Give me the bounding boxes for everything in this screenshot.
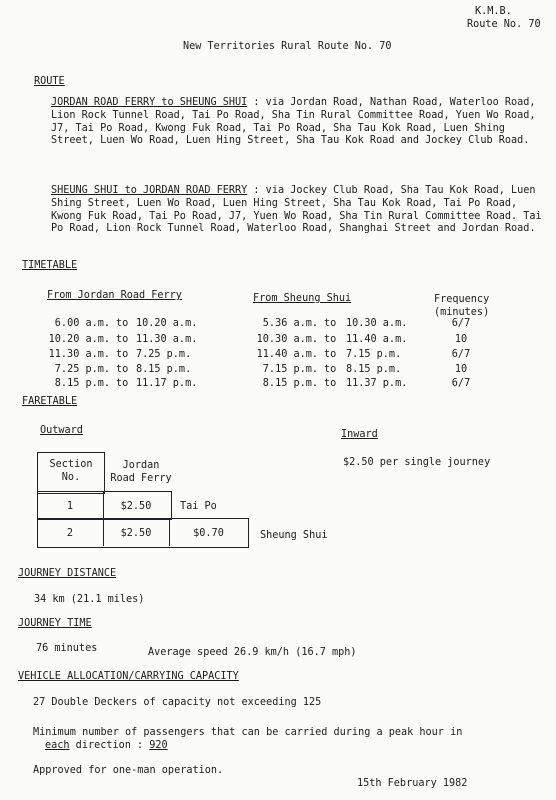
timetable-row-4-sheung-to: 8.15 p.m. — [346, 364, 402, 375]
timetable-row-4-frequency: 10 — [454, 364, 468, 375]
average-speed: Average speed 26.9 km/h (16.7 mph) — [148, 647, 357, 658]
fare-row-2-next-fare: $0.70 — [193, 528, 224, 539]
timetable-row-1-sheung-to: 10.30 a.m. — [346, 318, 408, 329]
timetable-row-1-sheung-from: 5.36 a.m. — [262, 318, 318, 329]
timetable-row-2-sheung-to-word: to — [324, 334, 337, 345]
timetable-row-2-sheung-to: 11.40 a.m. — [346, 334, 408, 345]
timetable-row-1-sheung-to-word: to — [324, 318, 337, 329]
timetable-row-5-jordan-to: 11.17 p.m. — [136, 378, 198, 389]
journey-time-heading: JOURNEY TIME — [18, 618, 92, 629]
vehicle-peak-value: 920 — [149, 740, 168, 751]
timetable-col-frequency-unit: (minutes) — [434, 307, 490, 318]
timetable-row-1-jordan-from: 6.00 a.m. — [54, 318, 110, 329]
faretable-inward-label: Inward — [341, 429, 378, 440]
outbound-route-paragraph — [51, 97, 543, 148]
journey-distance-value: 34 km (21.1 miles) — [34, 594, 145, 605]
timetable-row-4-sheung-from: 7.15 p.m. — [262, 364, 318, 375]
vehicle-heading: VEHICLE ALLOCATION/CARRYING CAPACITY — [18, 671, 239, 682]
fare-row-1-section: 1 — [66, 501, 74, 512]
fare-row-2-fare: $2.50 — [120, 528, 152, 539]
vehicle-direction-text: direction : — [69, 740, 150, 751]
timetable-row-4-jordan-from: 7.25 p.m. — [54, 364, 110, 375]
faretable-inward-fare: $2.50 per single journey — [343, 457, 491, 468]
timetable-row-3-sheung-to: 7.15 p.m. — [346, 349, 402, 360]
timetable-row-4-sheung-to-word: to — [324, 364, 337, 375]
timetable-col-sheung-shui: From Sheung Shui — [253, 293, 352, 304]
route-heading: ROUTE — [34, 76, 65, 87]
journey-time-value: 76 minutes — [36, 643, 98, 654]
timetable-row-3-frequency: 6/7 — [451, 349, 471, 360]
document-date: 15th February 1982 — [357, 778, 468, 789]
timetable-row-2-frequency: 10 — [454, 334, 468, 345]
timetable-row-5-frequency: 6/7 — [451, 378, 471, 389]
timetable-row-2-jordan-to-word: to — [116, 334, 129, 345]
timetable-heading: TIMETABLE — [22, 260, 78, 271]
vehicle-each-word: each — [45, 740, 70, 751]
outbound-route-text: : via Jordan Road, Nathan Road, Waterloo Road, Lion Rock Tunnel Road, Tai Po Road, Sha Tin Rural Committee Road, Yuen Wo Road, J7, Tai Po Road, Kwong Fuk Road, Tai Po Road, Sha Tau Kok Road, Luen Shing Street, Luen Wo Road, Luen Hing Street, Sha Tau Kok Road and Jockey Club Road. — [51, 97, 536, 147]
faretable-heading: FARETABLE — [22, 396, 78, 407]
timetable-row-3-jordan-to-word: to — [116, 349, 129, 360]
timetable-row-3-jordan-to: 7.25 p.m. — [136, 349, 192, 360]
timetable-row-5-sheung-to: 11.37 p.m. — [346, 378, 408, 389]
timetable-row-3-sheung-from: 11.40 a.m. — [256, 349, 318, 360]
vehicle-line-1: 27 Double Deckers of capacity not exceeding 125 — [33, 697, 322, 708]
vehicle-line-2a: Minimum number of passengers that can be carried during a peak hour in — [33, 727, 463, 738]
timetable-row-5-sheung-to-word: to — [324, 378, 337, 389]
fare-header-jordan: Jordan Road Ferry — [110, 460, 172, 484]
route-number-label: Route No. 70 — [467, 19, 541, 30]
timetable-row-5-jordan-to-word: to — [116, 378, 129, 389]
timetable-row-2-jordan-from: 10.20 a.m. — [48, 334, 110, 345]
fare-row-1-fare: $2.50 — [120, 501, 152, 512]
fare-row-1-stop: Tai Po — [180, 501, 217, 512]
vehicle-line-3: Approved for one-man operation. — [33, 765, 224, 776]
inbound-route-text: : via Jockey Club Road, Sha Tau Kok Road, Luen Shing Street, Luen Wo Road, Luen Hing Street, Sha Tau Kok Road, Tai Po Road, Kwong Fuk Road, Tai Po Road, J7, Yuen Wo Road, Sha Tin Rural Committee Road. Tai Po Road, Lion Rock Tunnel Road, Waterloo Road, Shanghai Street and Jordan Road. — [51, 185, 542, 235]
timetable-row-1-frequency: 6/7 — [451, 318, 471, 329]
page-title: New Territories Rural Route No. 70 — [183, 41, 392, 52]
inbound-route-title: SHEUNG SHUI to JORDAN ROAD FERRY — [51, 185, 248, 196]
company-label: K.M.B. — [475, 6, 512, 17]
timetable-row-4-jordan-to: 8.15 p.m. — [136, 364, 192, 375]
journey-distance-heading: JOURNEY DISTANCE — [18, 568, 117, 579]
timetable-row-2-jordan-to: 11.30 a.m. — [136, 334, 198, 345]
timetable-row-5-jordan-from: 8.15 p.m. — [54, 378, 110, 389]
timetable-col-jordan: From Jordan Road Ferry — [47, 290, 182, 301]
timetable-row-1-jordan-to-word: to — [116, 318, 129, 329]
outbound-route-title: JORDAN ROAD FERRY to SHEUNG SHUI — [51, 97, 248, 108]
faretable-outward-label: Outward — [40, 425, 83, 436]
timetable-row-5-sheung-from: 8.15 p.m. — [262, 378, 318, 389]
fare-row-2-section: 2 — [66, 528, 74, 539]
vehicle-line-2b — [45, 740, 168, 753]
timetable-row-1-jordan-to: 10.20 a.m. — [136, 318, 198, 329]
inbound-route-paragraph — [51, 185, 543, 236]
fare-header-section: Section No. — [49, 459, 93, 483]
fare-row-2-stop: Sheung Shui — [260, 530, 328, 541]
timetable-row-3-jordan-from: 11.30 a.m. — [48, 349, 110, 360]
timetable-row-4-jordan-to-word: to — [116, 364, 129, 375]
timetable-col-frequency: Frequency — [434, 294, 490, 305]
timetable-row-2-sheung-from: 10.30 a.m. — [256, 334, 318, 345]
timetable-row-3-sheung-to-word: to — [324, 349, 337, 360]
